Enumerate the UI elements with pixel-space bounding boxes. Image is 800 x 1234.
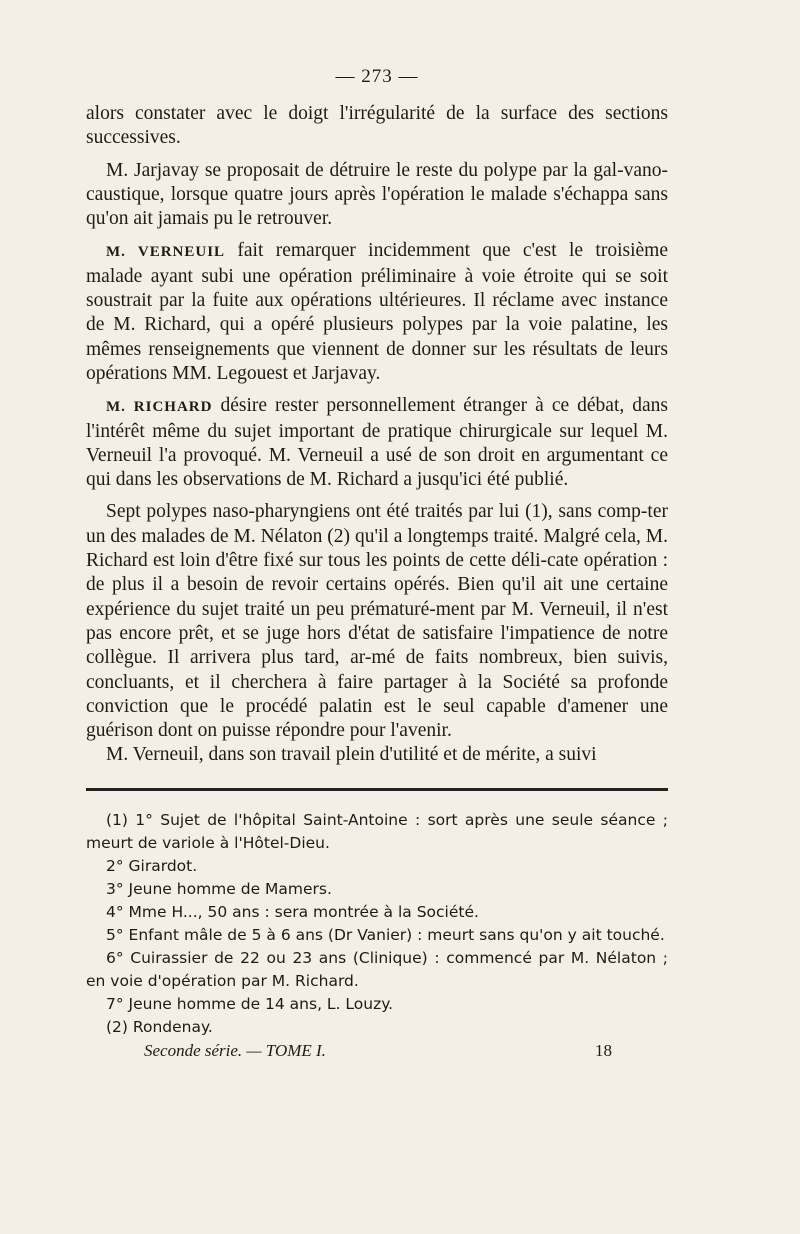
footnote-5: 5° Enfant mâle de 5 à 6 ans (Dr Vanier) : meurt sans qu'on y ait touché. <box>106 925 665 944</box>
sheet-number: 18 <box>595 1040 612 1060</box>
speaker-richard: M. RICHARD <box>106 399 213 416</box>
footnote-4: 4° Mme H..., 50 ans : sera montrée à la Société. <box>106 902 479 921</box>
printer-signature <box>86 1041 668 1061</box>
paragraph-5: Sept polypes naso-pharyngiens ont été traités par lui (1), sans comp-ter un des malades de M. Nélaton (2) qu'il a longtemps traité. Malgré cela, M. Richard est loin d'être fixé sur tous les points de cette déli-cate opération : de plus il a besoin de revoir certains opérés. Bien qu'il ait une certaine expérience du sujet traité un peu prématuré-ment par M. Verneuil, il n'est pas encore prêt, et se juge hors d'état de satisfaire l'impatience de notre collègue. Il arrivera plus tard, ar-mé de faits nombreux, bien suivis, concluants, et il cherchera à faire partager à la Société sa profonde conviction que le procédé palatin est le seul capable d'amener une guérison dont on puisse répondre pour l'avenir. <box>86 501 668 742</box>
paragraph-2: M. Jarjavay se proposait de détruire le reste du polype par la gal-vano-caustique, lorsque quatre jours après l'opération le malade s'échappa sans qu'on ait jamais pu le retrouver. <box>86 159 668 230</box>
series-label: Seconde série. — TOME I. <box>144 1040 326 1060</box>
footnote-7: 7° Jeune homme de 14 ans, L. Louzy. <box>106 994 394 1013</box>
footnote-1: (1) 1° Sujet de l'hôpital Saint-Antoine : sort après une seule séance ; meurt de variole à l'Hôtel-Dieu. <box>86 810 668 852</box>
paragraph-4-text: désire rester personnellement étranger à ce débat, dans l'intérêt même du sujet important de pratique chirurgicale sur lequel M. Verneuil l'a provoqué. M. Verneuil a usé de son droit en argumentant ce qui dans les observations de M. Richard a jusqu'ici été publié. <box>86 395 668 491</box>
page-number: — 273 — <box>335 66 419 87</box>
footnotes <box>86 809 668 1039</box>
footnote-8: (2) Rondenay. <box>106 1017 213 1036</box>
paragraph-3-text: fait remarquer incidemment que c'est le troisième malade ayant subi une opération préliminaire à voie étroite qui se soit soustrait par la fuite aux opérations ultérieures. Il réclame avec instance de M. Richard, qui a opéré plusieurs polypes par la voie palatine, les mêmes renseignements que viennent de donner sur les résultats de leurs opérations MM. Legouest et Jarjavay. <box>86 240 668 384</box>
footnote-6: 6° Cuirassier de 22 ou 23 ans (Clinique) : commencé par M. Nélaton ; en voie d'opération par M. Richard. <box>86 948 668 990</box>
footnote-3: 3° Jeune homme de Mamers. <box>106 879 332 898</box>
speaker-verneuil: M. VERNEUIL <box>106 244 226 261</box>
paragraph-4 <box>86 394 668 492</box>
footnote-2: 2° Girardot. <box>106 856 198 875</box>
document-page <box>86 66 668 1061</box>
paragraph-6: M. Verneuil, dans son travail plein d'utilité et de mérite, a suivi <box>106 744 597 766</box>
paragraph-1: alors constater avec le doigt l'irrégularité de la surface des sections successives. <box>86 103 668 149</box>
paragraph-3 <box>86 239 668 386</box>
footnote-divider <box>86 788 668 791</box>
